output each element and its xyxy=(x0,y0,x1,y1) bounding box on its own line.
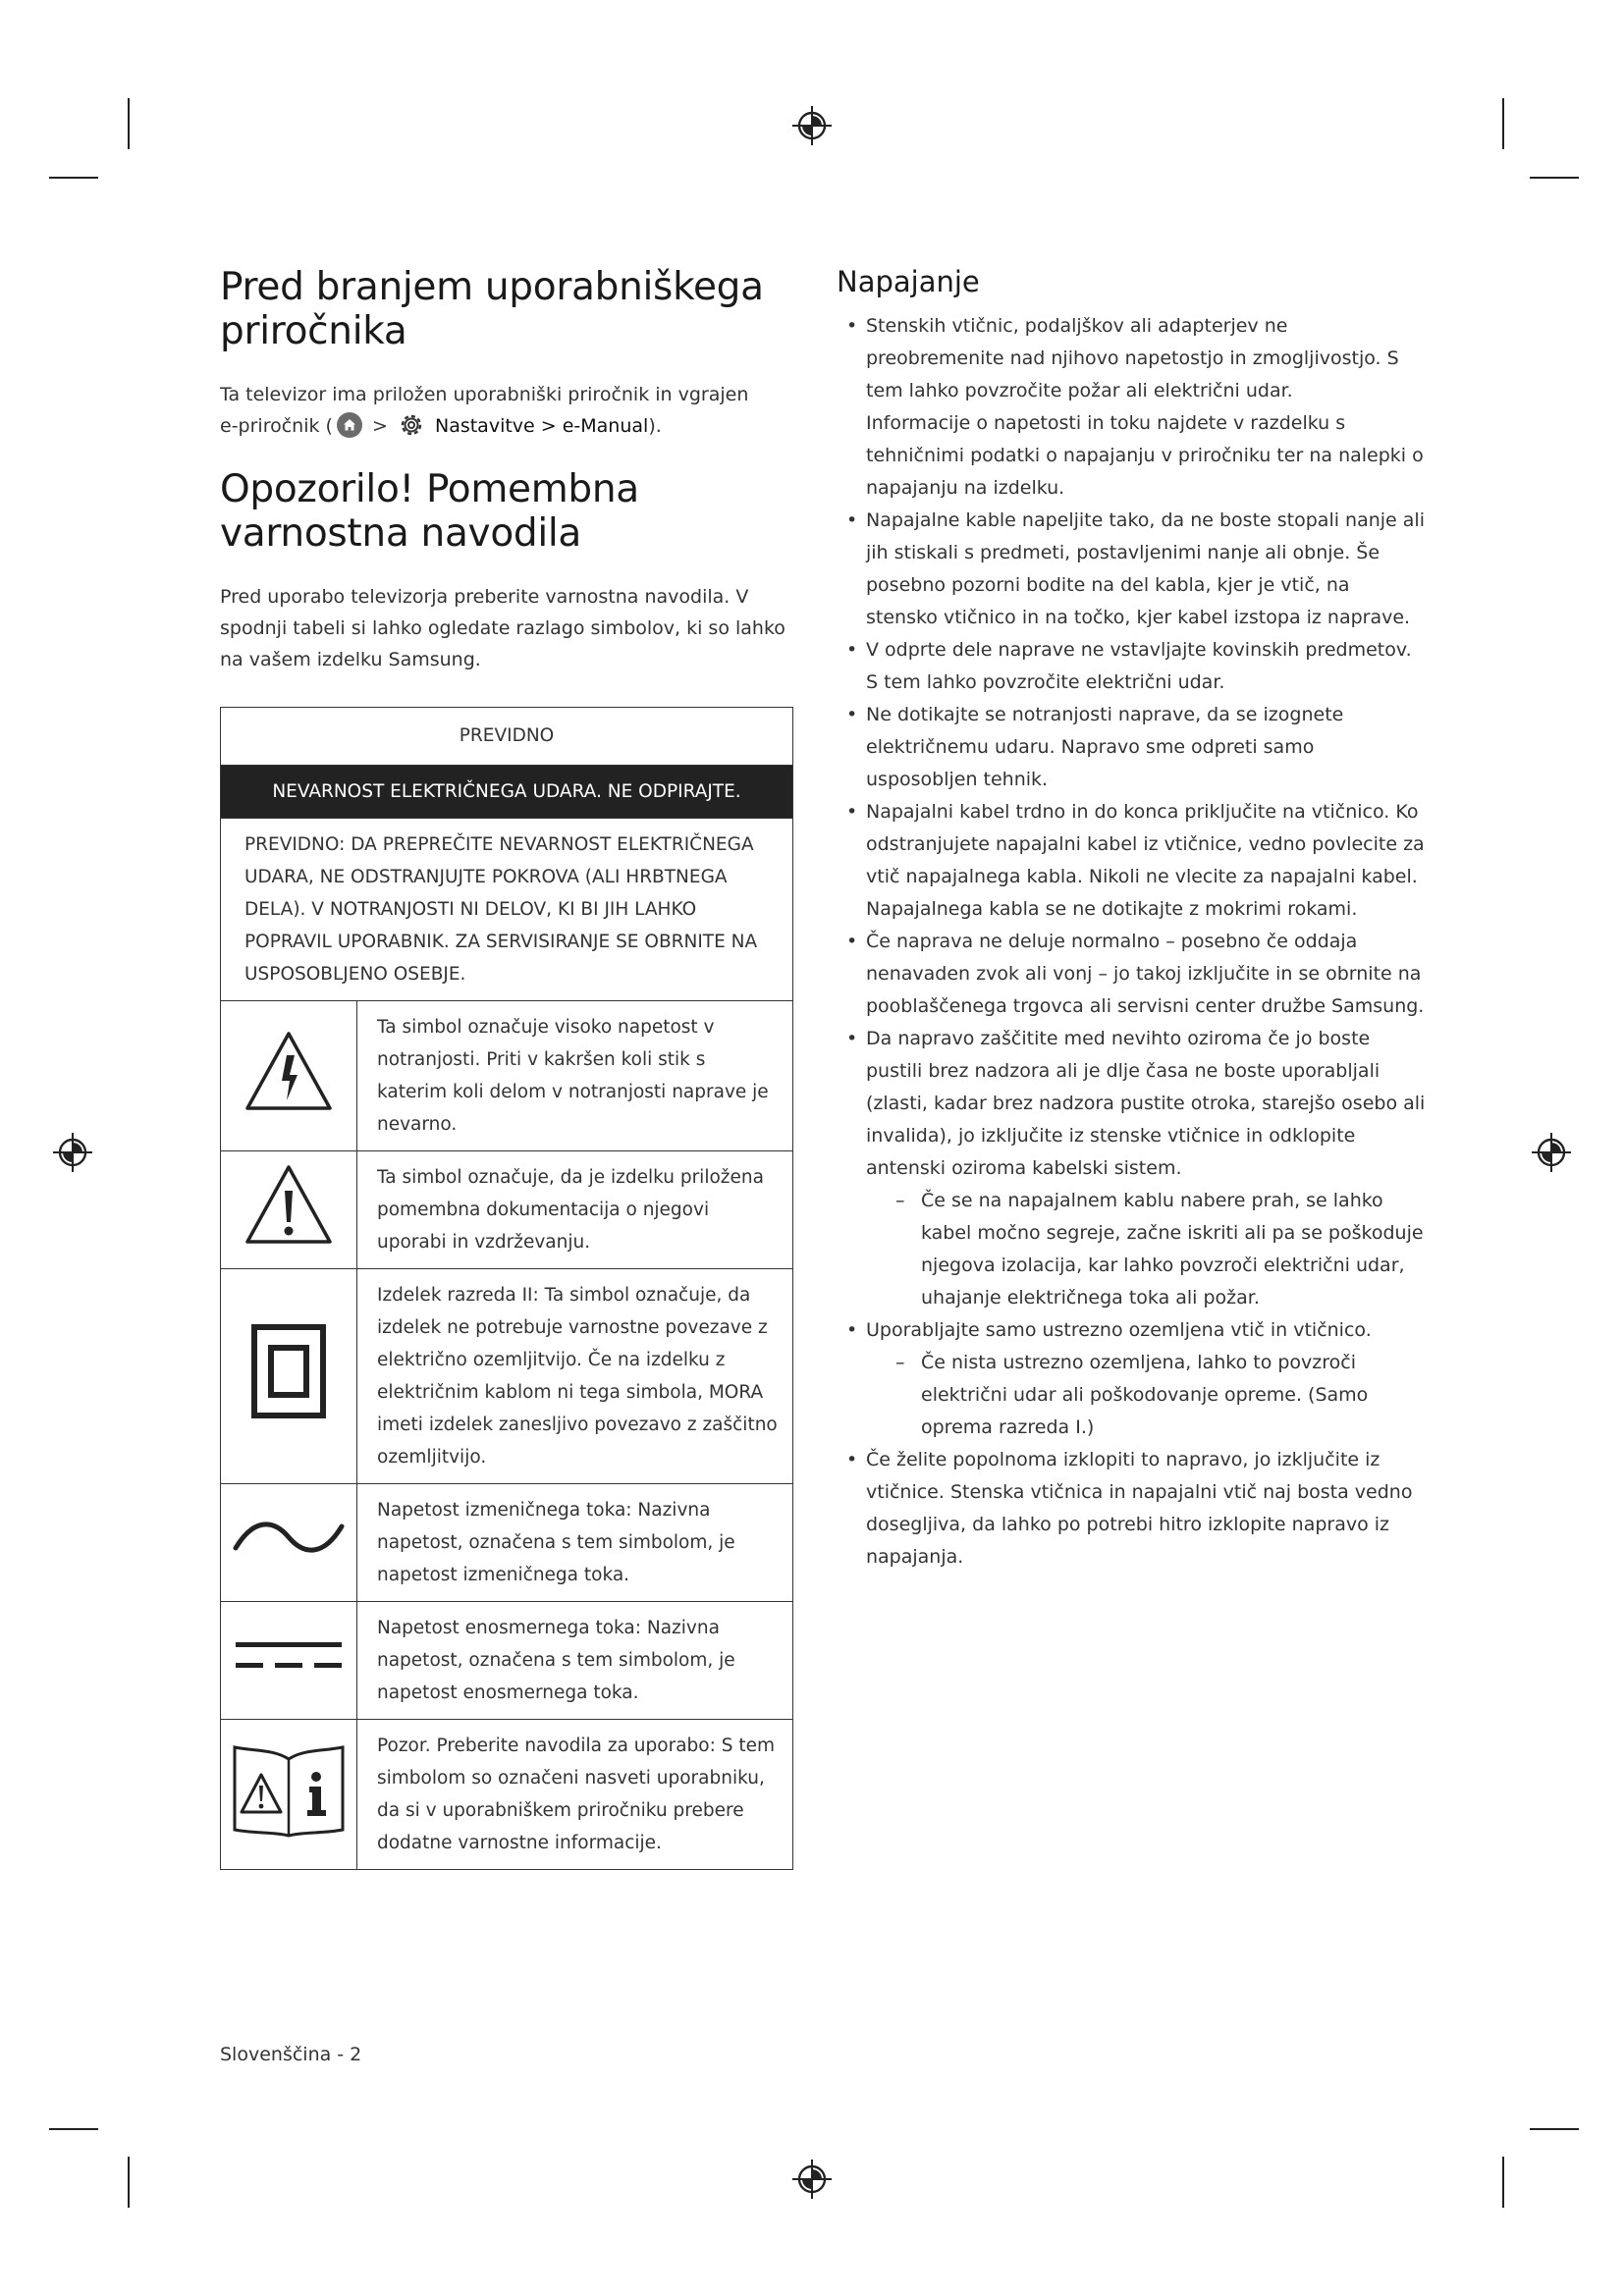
warning-icon xyxy=(244,1163,334,1246)
list-item-extra-text: Informacije o napetosti in toku najdete v razdelku s tehničnimi podatki o napajanju v priročniku ter na nalepki o napajanju na izdelku. xyxy=(866,412,1424,499)
crop-mark xyxy=(128,2157,130,2208)
dc-voltage-icon xyxy=(232,1630,346,1680)
symbol-cell xyxy=(221,1151,357,1269)
crop-mark xyxy=(1530,177,1579,179)
registration-mark-icon xyxy=(790,2158,834,2201)
list-item xyxy=(837,1314,1426,1444)
left-column xyxy=(220,265,793,1870)
sub-list-item: – Če se na napajalnem kablu nabere prah, se lahko kabel močno segreje, začne iskriti ali pa se poškoduje njegova izolacija, kar lahko povzroči električni udar, uhajanje električnega toka ali požar. xyxy=(866,1185,1426,1314)
symbol-description: Izdelek razreda II: Ta simbol označuje, da izdelek ne potrebuje varnostne povezave z električno ozemljitvijo. Če na izdelku z električnim kablom ni tega simbola, MORA imeti izdelek zanesljivo povezavo z zaščitno ozemljitvijo. xyxy=(357,1269,793,1484)
symbol-cell xyxy=(221,1602,357,1720)
section-title-power: Napajanje xyxy=(837,265,980,298)
section-title-safety: Opozorilo! Pomembna varnostna navodila xyxy=(220,467,639,556)
symbol-description: Ta simbol označuje, da je izdelku priložena pomembna dokumentacija o njegovi uporabi in vzdrževanju. xyxy=(357,1151,793,1269)
manual-intro-text: Ta televizor ima priložen uporabniški priročnik in vgrajen e-priročnik ( xyxy=(220,384,749,437)
crop-mark xyxy=(128,98,130,149)
crop-mark xyxy=(49,177,98,179)
symbol-cell xyxy=(221,1720,357,1870)
list-item-text: • Če želite popolnoma izklopiti to napravo, jo izključite iz vtičnice. Stenska vtičnica in napajalni vtič naj bosta vedno dosegljiva, da lahko po potrebi hitro izklopite napravo iz napajanja. xyxy=(866,1449,1413,1568)
list-item xyxy=(837,310,1426,505)
power-safety-list xyxy=(837,310,1426,1574)
read-manual-icon xyxy=(231,1741,347,1838)
list-item xyxy=(837,1023,1426,1314)
crop-mark xyxy=(1502,2157,1504,2208)
caution-warning-text: PREVIDNO: DA PREPREČITE NEVARNOST ELEKTRIČNEGA UDARA, NE ODSTRANJUJTE POKROVA (ALI HRBTNEGA DELA). V NOTRANJOSTI NI DELOV, KI BI JIH LAHKO POPRAVIL UPORABNIK. ZA SERVISIRANJE SE OBRNITE NA USPOSOBLJENO OSEBJE. xyxy=(221,819,793,1001)
list-item xyxy=(837,634,1426,699)
safety-intro: Pred uporabo televizorja preberite varnostna navodila. V spodnji tabeli si lahko ogledate razlago simbolov, ki so lahko na vašem izdelku Samsung. xyxy=(220,586,785,670)
registration-mark-icon xyxy=(790,104,834,147)
list-item-text: • Uporabljajte samo ustrezno ozemljena vtič in vtičnico. xyxy=(866,1319,1372,1341)
sub-list xyxy=(866,1347,1426,1444)
symbol-description: Napetost izmeničnega toka: Nazivna napetost, označena s tem simbolom, je napetost izmeničnega toka. xyxy=(357,1484,793,1602)
list-item xyxy=(837,699,1426,796)
symbol-cell xyxy=(221,1001,357,1151)
list-item xyxy=(837,1444,1426,1574)
symbol-description: Pozor. Preberite navodila za uporabo: S tem simbolom so označeni nasveti uporabniku, da si v uporabniškem priročniku prebere dodatne varnostne informacije. xyxy=(357,1720,793,1870)
symbol-description: Ta simbol označuje visoko napetost v notranjosti. Priti v kakršen koli stik s katerim koli delom v notranjosti naprave je nevarno. xyxy=(357,1001,793,1151)
caution-header: PREVIDNO xyxy=(221,708,793,766)
crop-mark xyxy=(49,2128,98,2130)
manual-intro xyxy=(220,379,750,442)
symbol-cell xyxy=(221,1484,357,1602)
menu-separator: > xyxy=(365,415,394,437)
high-voltage-icon xyxy=(244,1030,334,1112)
section-title-before-reading: Pred branjem uporabniškega priročnika xyxy=(220,265,764,353)
list-item xyxy=(837,796,1426,926)
sub-list xyxy=(866,1185,1426,1314)
symbol-cell xyxy=(221,1269,357,1484)
list-item-text: • Napajalne kable napeljite tako, da ne boste stopali nanje ali jih stiskali s predmeti, postavljenimi nanje ali obnje. Še posebno pozorni bodite na del kabla, kjer je vtič, na stensko vtičnico in na točko, kjer kabel izstopa iz naprave. xyxy=(866,509,1425,628)
list-item-text: • Napajalni kabel trdno in do konca priključite na vtičnico. Ko odstranjujete napajalni kabel iz vtičnice, vedno povlecite za vtič napajalnega kabla. Nikoli ne vlecite za napajalni kabel. Napajalnega kabla se ne dotikajte z mokrimi rokami. xyxy=(866,801,1425,920)
symbol-description: Napetost enosmernega toka: Nazivna napetost, označena s tem simbolom, je napetost enosmernega toka. xyxy=(357,1602,793,1720)
page-number-footer: Slovenščina - 2 xyxy=(220,2044,362,2065)
ac-voltage-icon xyxy=(232,1513,346,1562)
list-item xyxy=(837,505,1426,634)
registration-mark-icon xyxy=(51,1131,94,1174)
list-item xyxy=(837,926,1426,1023)
settings-gear-icon xyxy=(398,411,425,439)
crop-mark xyxy=(1502,98,1504,149)
list-item-text: • Da napravo zaščitite med nevihto oziroma če jo boste pustili brez nadzora ali je dlje časa ne boste uporabljali (zlasti, kadar brez nadzora pustite otroka, starejšo osebo ali invalida), jo izključite iz stenske vtičnice in odklopite antenski oziroma kabelski sistem. xyxy=(866,1028,1426,1179)
list-item-text: • V odprte dele naprave ne vstavljajte kovinskih predmetov. S tem lahko povzročite električni udar. xyxy=(866,639,1412,693)
home-icon xyxy=(337,412,362,438)
electric-shock-danger-banner: NEVARNOST ELEKTRIČNEGA UDARA. NE ODPIRAJTE. xyxy=(221,766,793,819)
manual-intro-end: ). xyxy=(648,415,662,437)
right-column xyxy=(837,265,1426,1574)
class-ii-icon xyxy=(251,1324,326,1418)
registration-mark-icon xyxy=(1530,1131,1573,1174)
list-item-text: • Ne dotikajte se notranjosti naprave, da se izognete električnemu udaru. Napravo sme odpreti samo usposobljen tehnik. xyxy=(866,704,1344,790)
sub-list-item: – Če nista ustrezno ozemljena, lahko to povzroči električni udar ali poškodovanje opreme. (Samo oprema razreda I.) xyxy=(866,1347,1426,1444)
list-item-text: • Če naprava ne deluje normalno – posebno če oddaja nenavaden zvok ali vonj – jo takoj izključite in se obrnite na pooblaščenega trgovca ali servisni center družbe Samsung. xyxy=(866,931,1425,1017)
list-item-text: • Stenskih vtičnic, podaljškov ali adapterjev ne preobremenite nad njihovo napetostjo in zmogljivostjo. S tem lahko povzročite požar ali električni udar. xyxy=(866,315,1399,401)
menu-path-settings: Nastavitve > e-Manual xyxy=(428,415,649,437)
safety-symbols-table xyxy=(220,707,793,1870)
crop-mark xyxy=(1530,2128,1579,2130)
